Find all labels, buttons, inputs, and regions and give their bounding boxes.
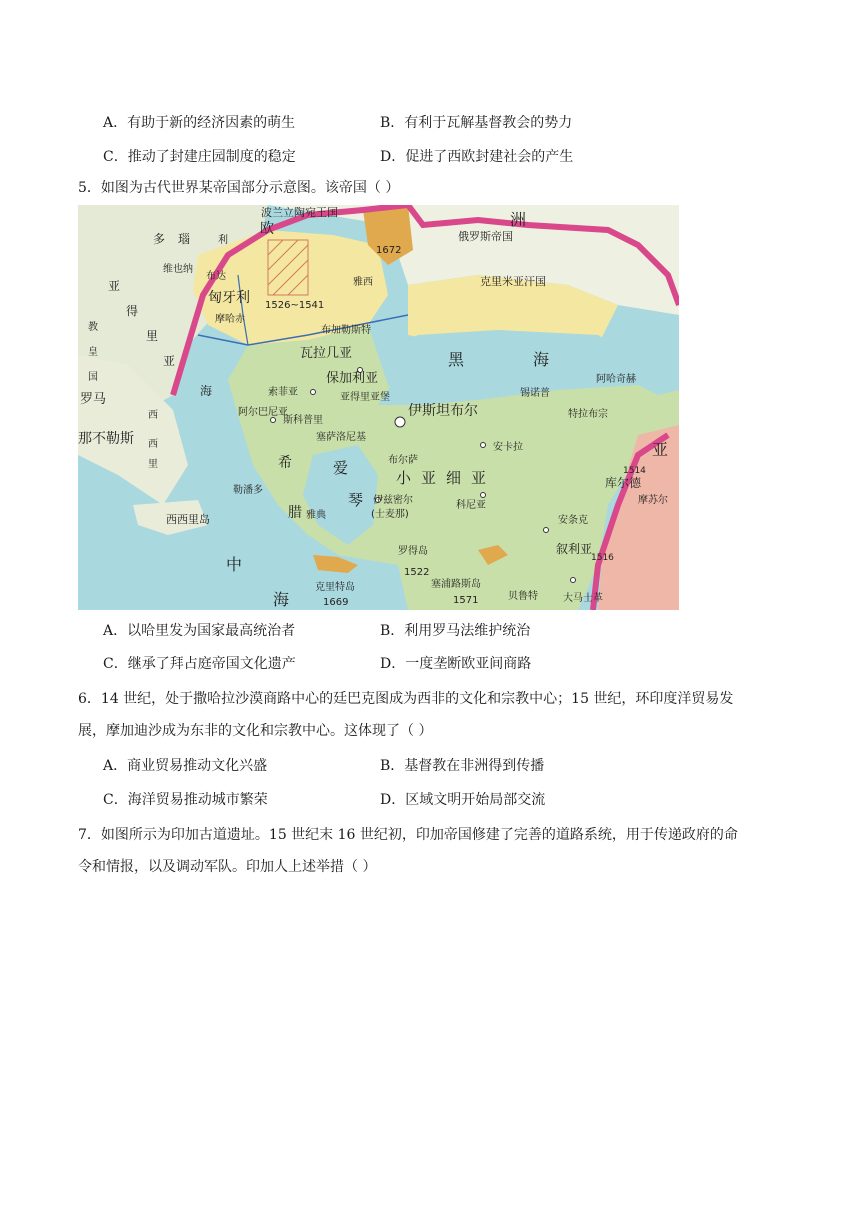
- q7-stem-line2: 令和情报，以及调动军队。印加人上述举措（ ）: [78, 859, 377, 875]
- q7-stem-line1: 7．如图所示为印加古道遗址。15 世纪末 16 世纪初，印加帝国修建了完善的道路系统，用于传递政府的命: [78, 827, 738, 843]
- label-athens: 雅典: [306, 510, 326, 521]
- q4-option-b: B．有利于瓦解基督教会的势力: [380, 115, 573, 131]
- label-crimea: 克里米亚汗国: [480, 275, 546, 288]
- q6-option-d: D．区域文明开始局部交流: [380, 792, 546, 808]
- label-adriatic-5: 海: [200, 384, 213, 398]
- label-lepanto: 勒潘多: [233, 485, 263, 496]
- ottoman-empire-map: [78, 205, 679, 610]
- label-greece-1: 希: [278, 455, 292, 471]
- q6-stem-line2: 展，摩加迪沙成为东非的文化和宗教中心。这体现了（ ）: [78, 723, 433, 739]
- label-thessaloniki: 塞萨洛尼基: [316, 432, 366, 443]
- label-sinop: 锡诺普: [520, 388, 550, 399]
- label-vienna: 维也纳: [163, 264, 193, 275]
- label-syria: 叙利亚: [556, 542, 593, 556]
- label-sofia: 索菲亚: [268, 387, 298, 398]
- label-syria-year: 1516: [591, 553, 614, 563]
- label-skopje: 斯科普里: [283, 415, 323, 426]
- label-papal-1: 教: [88, 322, 98, 333]
- label-jassy: 雅西: [353, 277, 373, 288]
- label-kurdistan: 库尔德: [605, 476, 642, 490]
- label-adriatic-3: 里: [146, 329, 159, 343]
- label-papal-3: 国: [88, 372, 98, 383]
- label-rome: 罗马: [80, 392, 107, 407]
- label-papal-2: 皇: [88, 347, 98, 358]
- label-bursa: 布尔萨: [388, 455, 418, 466]
- label-western-sicily-3: 里: [148, 459, 158, 470]
- q5-option-a: A．以哈里发为国家最高统治者: [103, 623, 296, 639]
- label-albania: 阿尔巴尼亚: [238, 407, 288, 418]
- label-russia: 俄罗斯帝国: [458, 230, 513, 243]
- q5-stem: 5．如图为古代世界某帝国部分示意图。该帝国（ ）: [78, 180, 400, 196]
- q6-option-a: A．商业贸易推动文化兴盛: [103, 758, 268, 774]
- label-konya: 科尼亚: [456, 500, 486, 511]
- label-buda: 布达: [206, 271, 226, 282]
- label-black-sea-1: 黑: [448, 350, 465, 369]
- label-beirut: 贝鲁特: [508, 591, 538, 602]
- label-trebizond: 特拉布宗: [568, 409, 608, 420]
- label-hungary: 匈牙利: [208, 290, 250, 306]
- label-hungary-dates: 1526~1541: [265, 300, 325, 311]
- label-naples: 那不勒斯: [78, 431, 134, 447]
- label-1672: 1672: [376, 245, 402, 256]
- label-cyprus: 塞浦路斯岛: [431, 579, 481, 590]
- istanbul-marker: [395, 417, 405, 427]
- label-mosul: 摩苏尔: [638, 495, 668, 506]
- label-adriatic-2: 得: [126, 304, 139, 318]
- q5-option-d: D．一度垄断欧亚间商路: [380, 656, 532, 672]
- q5-option-c: C．继承了拜占庭帝国文化遗产: [103, 656, 296, 672]
- label-rui: 瑙: [178, 232, 191, 246]
- label-crete-year: 1669: [323, 597, 349, 608]
- label-1514: 1514: [623, 466, 646, 476]
- label-istanbul: 伊斯坦布尔: [408, 403, 478, 419]
- label-bulgaria: 保加利亚: [326, 371, 379, 386]
- label-europe-ou: 欧: [260, 221, 274, 237]
- label-med-2: 海: [273, 590, 290, 609]
- label-izmir: 伊兹密尔: [373, 495, 413, 506]
- label-cyprus-year: 1571: [453, 595, 479, 606]
- label-western-sicily-2: 西: [148, 439, 158, 450]
- label-western-sicily-1: 西: [148, 410, 158, 421]
- label-ankara: 安卡拉: [493, 442, 523, 453]
- label-aegean-1: 爱: [333, 459, 349, 477]
- q6-option-b: B．基督教在非洲得到传播: [380, 758, 545, 774]
- q6-stem-line1: 6．14 世纪，处于撒哈拉沙漠商路中心的廷巴克图成为西非的文化和宗教中心；15 世纪，环印度洋贸易发: [78, 691, 734, 707]
- label-li: 利: [218, 235, 228, 246]
- label-crete: 克里特岛: [315, 582, 355, 593]
- label-akhaltsikhe: 阿哈奇赫: [596, 374, 636, 385]
- q5-option-b: B．利用罗马法维护统治: [380, 623, 531, 639]
- q4-option-c: C．推动了封建庄园制度的稳定: [103, 149, 296, 165]
- label-adriatic-1: 亚: [108, 279, 121, 293]
- q6-option-c: C．海洋贸易推动城市繁荣: [103, 792, 268, 808]
- label-asia: 亚: [652, 440, 669, 459]
- label-asia-minor: 小亚细亚: [396, 469, 497, 487]
- label-adrianople: 亚得里亚堡: [340, 392, 390, 403]
- label-rhodes: 罗得岛: [398, 546, 428, 557]
- label-europe-zhou: 洲: [510, 210, 527, 229]
- label-bucharest: 布加勒斯特: [321, 325, 371, 336]
- label-black-sea-2: 海: [533, 350, 550, 369]
- label-damascus: 大马士革: [563, 593, 603, 604]
- label-wallachia: 瓦拉几亚: [300, 346, 353, 361]
- label-duo: 多: [153, 232, 166, 246]
- label-sicily: 西西里岛: [166, 513, 210, 526]
- label-rhodes-year: 1522: [404, 567, 430, 578]
- label-poland: 波兰立陶宛王国: [261, 206, 338, 219]
- label-aegean-2: 琴: [348, 491, 364, 509]
- label-izmir-sub: (士麦那): [371, 509, 409, 520]
- label-antioch: 安条克: [558, 515, 588, 526]
- label-greece-2: 腊: [288, 505, 302, 521]
- q4-option-d: D．促进了西欧封建社会的产生: [380, 149, 574, 165]
- label-adriatic-4: 亚: [163, 354, 176, 368]
- label-mohacs: 摩哈赤: [215, 314, 245, 325]
- label-med-1: 中: [226, 555, 243, 574]
- q4-option-a: A．有助于新的经济因素的萌生: [103, 115, 296, 131]
